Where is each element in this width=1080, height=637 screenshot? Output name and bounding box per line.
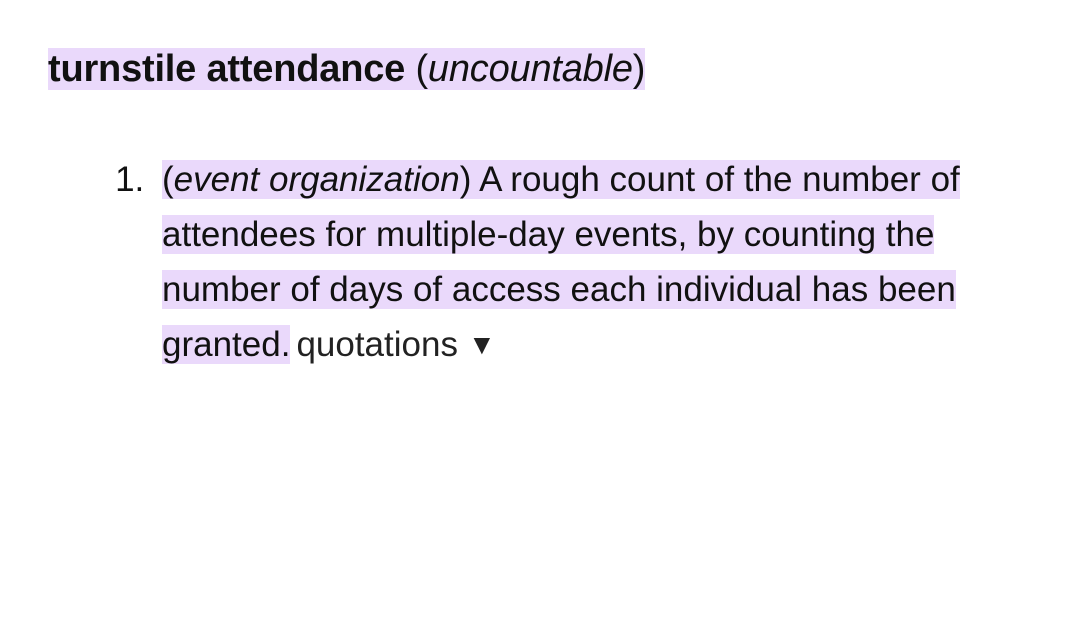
sense-label: event organization — [173, 159, 460, 199]
sense-label-paren-open: ( — [162, 159, 174, 199]
headword-highlight — [48, 48, 645, 90]
sense-definition: A rough count of the number of attendees for multiple-day events, by counting the number of days of access each individual has been granted. — [162, 159, 960, 365]
sense-list — [48, 152, 1040, 373]
chevron-down-icon: ▼ — [467, 329, 496, 361]
pos-paren-open: ( — [415, 48, 428, 90]
pos-paren-close: ) — [632, 48, 646, 90]
headword: turnstile attendance — [48, 48, 406, 90]
pos-open-paren — [405, 48, 415, 90]
sense-item — [154, 152, 1040, 373]
quotations-toggle[interactable] — [296, 325, 495, 364]
part-of-speech: uncountable — [427, 48, 633, 90]
quotations-label: quotations — [296, 325, 458, 365]
headword-line — [48, 46, 1040, 94]
sense-label-paren-close: ) — [459, 159, 472, 199]
sense-highlight — [162, 160, 960, 365]
